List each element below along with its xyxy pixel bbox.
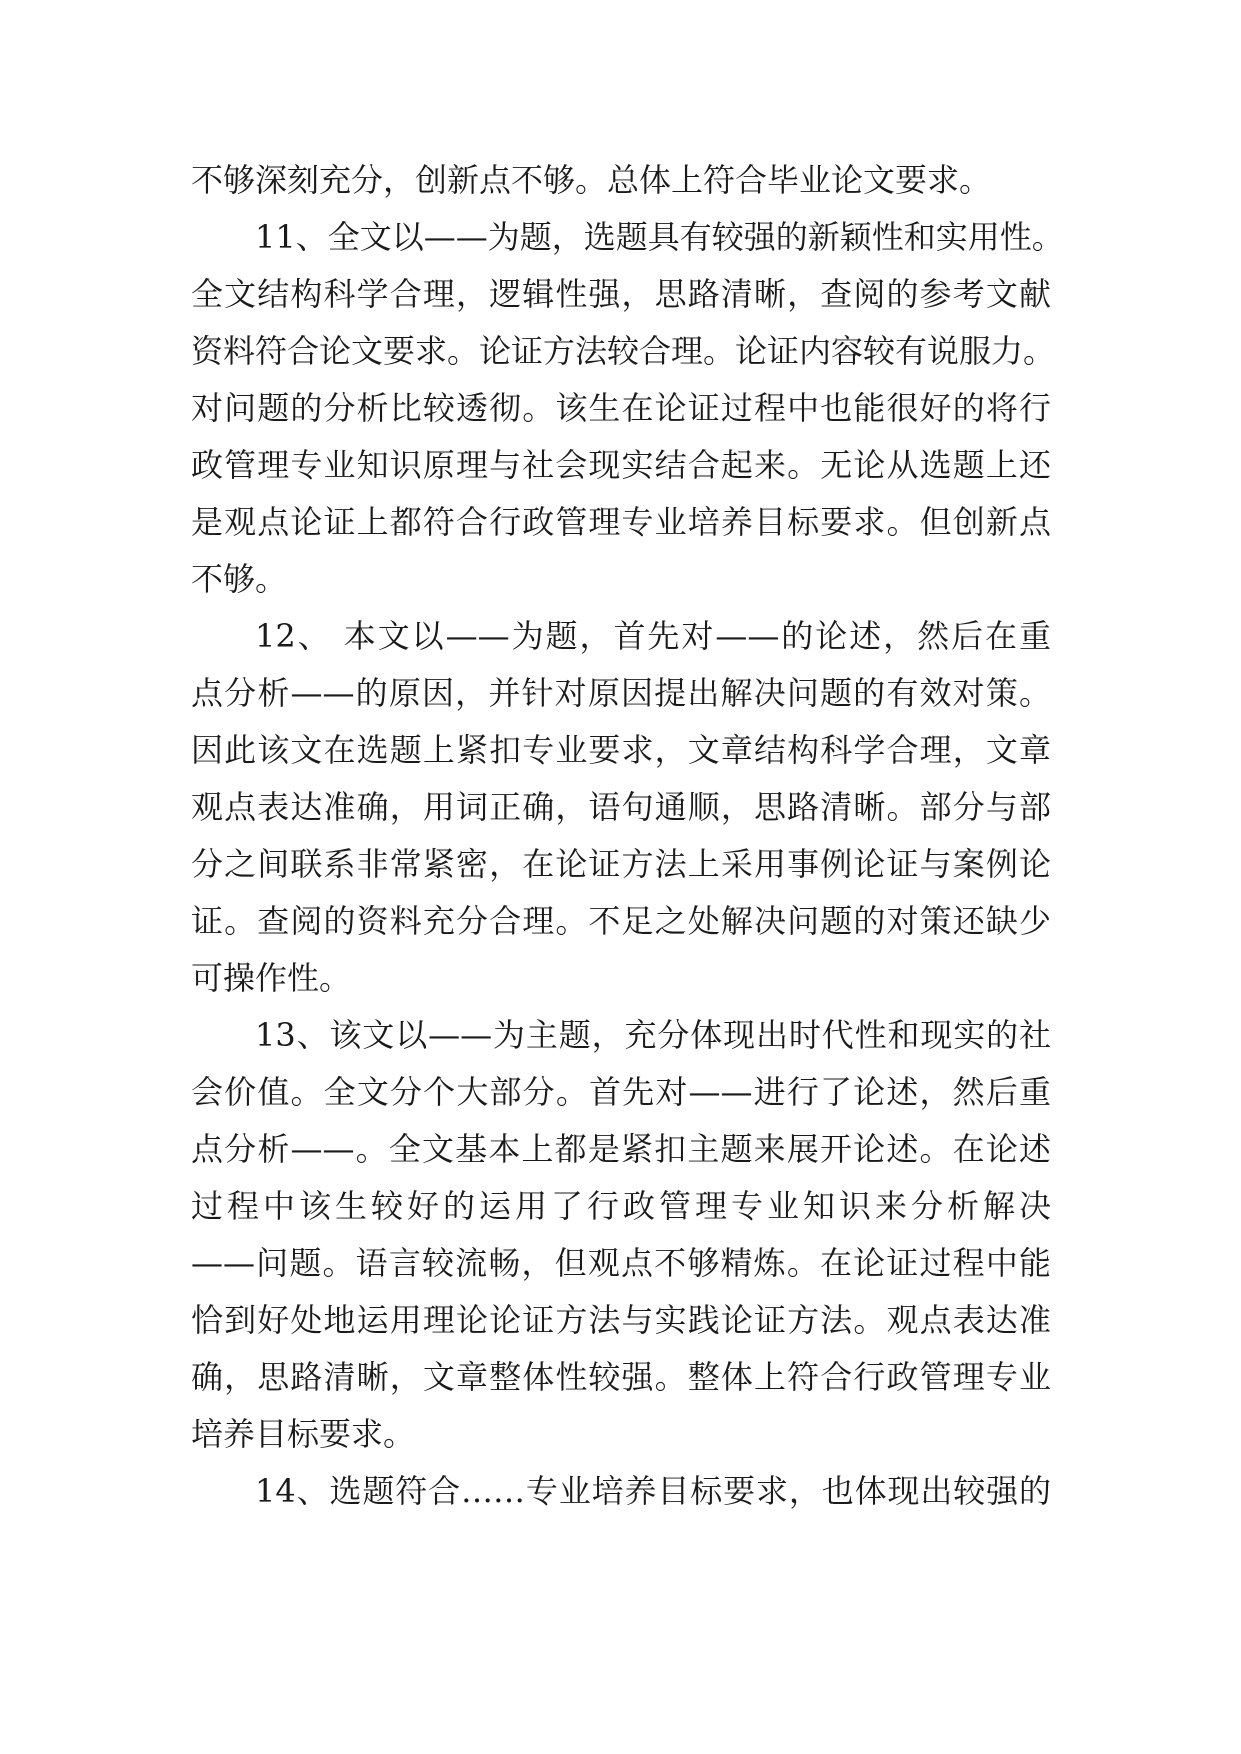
text-line: 政管理专业知识原理与社会现实结合起来。无论从选题上还 [191, 446, 1051, 484]
text-line: 对问题的分析比较透彻。该生在论证过程中也能很好的将行 [191, 389, 1051, 427]
text-line: 不够。 [191, 560, 288, 598]
text-line: 培养目标要求。 [191, 1415, 416, 1453]
text-line: 确，思路清晰，文章整体性较强。整体上符合行政管理专业 [191, 1358, 1051, 1396]
text-line: 分之间联系非常紧密，在论证方法上采用事例论证与案例论 [191, 845, 1051, 883]
text-line: 点分析——的原因，并针对原因提出解决问题的有效对策。 [191, 674, 1051, 712]
text-line: 恰到好处地运用理论论证方法与实践论证方法。观点表达准 [191, 1301, 1051, 1339]
text-line: 是观点论证上都符合行政管理专业培养目标要求。但创新点 [191, 503, 1051, 541]
paragraph-13 [191, 1007, 1051, 1463]
text-line: 可操作性。 [191, 959, 352, 997]
text-line: 13、该文以——为主题，充分体现出时代性和现实的社 [255, 1016, 1051, 1054]
text-line: 不够深刻充分，创新点不够。总体上符合毕业论文要求。 [191, 161, 992, 199]
text-line: 点分析——。全文基本上都是紧扣主题来展开论述。在论述 [191, 1130, 1051, 1168]
text-line: 全文结构科学合理，逻辑性强，思路清晰，查阅的参考文献 [191, 275, 1051, 313]
text-line: 证。查阅的资料充分合理。不足之处解决问题的对策还缺少 [191, 902, 1051, 940]
text-line: 观点表达准确，用词正确，语句通顺，思路清晰。部分与部 [191, 788, 1051, 826]
text-line: 因此该文在选题上紧扣专业要求，文章结构科学合理，文章 [191, 731, 1051, 769]
text-line: 会价值。全文分个大部分。首先对——进行了论述，然后重 [191, 1073, 1051, 1111]
paragraph-11 [191, 209, 1064, 608]
paragraph-14 [191, 1463, 1051, 1520]
document-body [191, 152, 1064, 1520]
paragraph-continuation [191, 152, 1051, 209]
text-line: 资料符合论文要求。论证方法较合理。论证内容较有说服力。 [191, 332, 1056, 370]
paragraph-12 [191, 608, 1051, 1007]
text-line: 14、选题符合……专业培养目标要求，也体现出较强的 [255, 1472, 1051, 1510]
text-line: 12、 本文以——为题，首先对——的论述，然后在重 [255, 617, 1051, 655]
text-line: ——问题。语言较流畅，但观点不够精炼。在论证过程中能 [191, 1244, 1051, 1282]
text-line: 11、全文以——为题，选题具有较强的新颖性和实用性。 [255, 218, 1064, 256]
text-line: 过程中该生较好的运用了行政管理专业知识来分析解决 [191, 1187, 1051, 1225]
